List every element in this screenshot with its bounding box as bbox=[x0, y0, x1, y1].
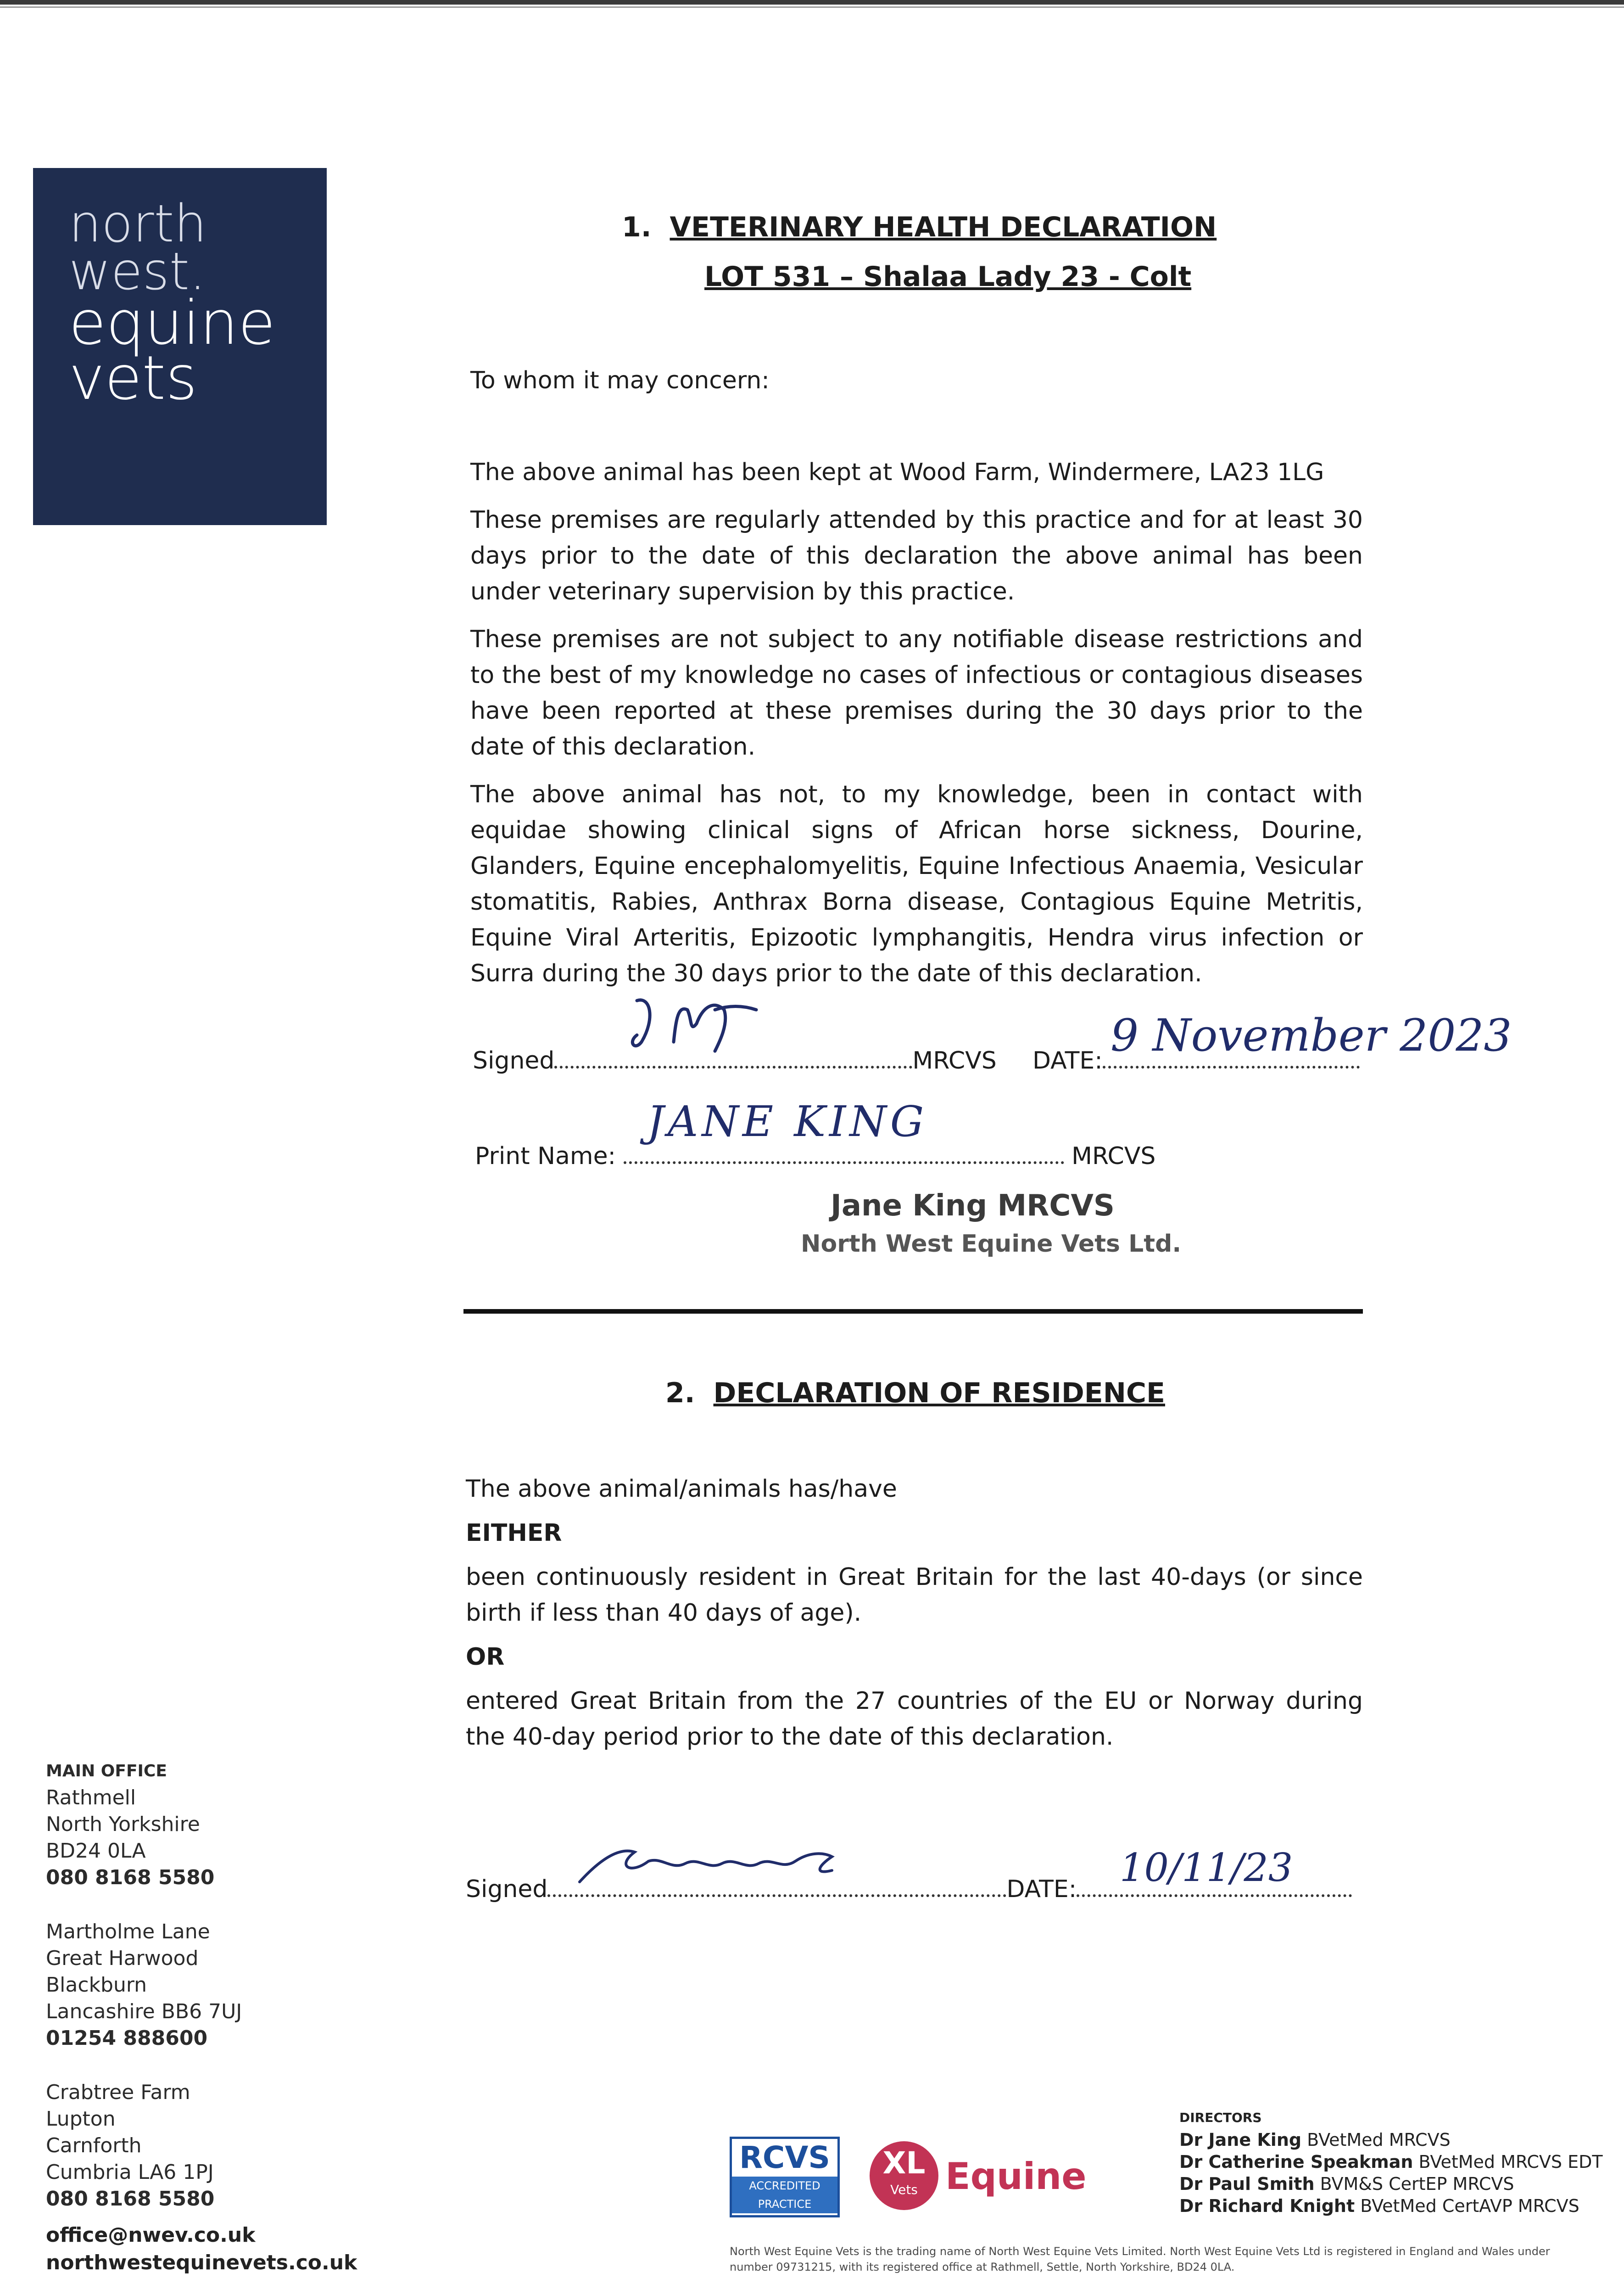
director-quals: BVetMed MRCVS bbox=[1307, 2130, 1451, 2150]
director-row bbox=[1179, 2151, 1603, 2173]
residence-option-2: entered Great Britain from the 27 countries of the EU or Norway during the 40-day period prior to the date of this declaration. bbox=[466, 1687, 1363, 1751]
second-office-line: Martholme Lane bbox=[46, 1920, 210, 1943]
directors-list bbox=[1179, 2107, 1603, 2217]
either-label: EITHER bbox=[466, 1519, 562, 1547]
residence-date-label: DATE: bbox=[1006, 1875, 1077, 1903]
main-office-phone: 080 8168 5580 bbox=[46, 1866, 215, 1889]
residence-date-handwritten: 10/11/23 bbox=[1120, 1845, 1293, 1890]
rcvs-badge-sub1: ACCREDITED bbox=[732, 2177, 837, 2195]
director-row bbox=[1179, 2173, 1603, 2195]
stamp-organisation: North West Equine Vets Ltd. bbox=[801, 1230, 1182, 1258]
vet-signature-line bbox=[473, 1042, 997, 1075]
contact-website: northwestequinevets.co.uk bbox=[46, 2251, 357, 2274]
signature-field bbox=[554, 1042, 912, 1069]
vet-date-handwritten: 9 November 2023 bbox=[1111, 1010, 1512, 1061]
logo-line-2: west. bbox=[69, 242, 206, 302]
signed-label: Signed bbox=[473, 1047, 555, 1075]
registration-footnote: North West Equine Vets is the trading name of North West Equine Vets Limited. North West Equine Vets Ltd is registered in England and Wales under number 09731215, with its registered office at Rathmell, Settle, North Yorkshire, BD24 0LA. bbox=[730, 2245, 1550, 2273]
rcvs-badge-title: RCVS bbox=[739, 2140, 830, 2175]
or-label: OR bbox=[466, 1643, 505, 1671]
second-office-line: Blackburn bbox=[46, 1973, 147, 1997]
director-name: Dr Catherine Speakman bbox=[1179, 2152, 1413, 2172]
rcvs-accredited-badge bbox=[730, 2137, 840, 2217]
main-office-line: Rathmell bbox=[46, 1786, 136, 1809]
third-office-line: Cumbria LA6 1PJ bbox=[46, 2161, 214, 2184]
third-office-line: Crabtree Farm bbox=[46, 2081, 190, 2104]
salutation: To whom it may concern: bbox=[470, 367, 770, 394]
top-border bbox=[0, 0, 1624, 5]
section2-title: DECLARATION OF RESIDENCE bbox=[713, 1377, 1166, 1409]
xl-badge-title: XL bbox=[882, 2145, 926, 2181]
main-office-heading: MAIN OFFICE bbox=[46, 1762, 167, 1780]
rcvs-badge-sub2: PRACTICE bbox=[732, 2195, 837, 2213]
residence-signature-field bbox=[547, 1870, 1006, 1897]
director-row bbox=[1179, 2195, 1603, 2217]
paragraph-restrictions: These premises are not subject to any notifiable disease restrictions and to the best of my knowledge no cases of infectious or contagious diseases have been reported at these premises during the 30 days prior to the date of this declaration. bbox=[470, 626, 1363, 761]
second-office-line: Great Harwood bbox=[46, 1947, 199, 1970]
director-name: Dr Jane King bbox=[1179, 2130, 1302, 2150]
print-name-suffix: MRCVS bbox=[1072, 1142, 1156, 1170]
section1-number: 1. bbox=[622, 211, 652, 243]
residence-signed-label: Signed bbox=[466, 1875, 548, 1903]
main-office-line: BD24 0LA bbox=[46, 1839, 146, 1863]
section2-number: 2. bbox=[665, 1377, 695, 1409]
residence-option-1: been continuously resident in Great Britain for the last 40-days (or since birth if less than 40 days of age). bbox=[466, 1563, 1363, 1627]
xl-equine-label: Equine bbox=[945, 2155, 1087, 2198]
section1-title: VETERINARY HEALTH DECLARATION bbox=[670, 211, 1217, 243]
third-office-line: Lupton bbox=[46, 2107, 116, 2131]
paragraph-location: The above animal has been kept at Wood Farm, Windermere, LA23 1LG bbox=[470, 459, 1324, 486]
xl-badge-sub: Vets bbox=[890, 2182, 918, 2197]
logo-line-4: vets bbox=[69, 343, 197, 414]
contact-email: office@nwev.co.uk bbox=[46, 2223, 256, 2247]
vet-signature bbox=[623, 991, 816, 1056]
third-office-line: Carnforth bbox=[46, 2134, 142, 2157]
directors-heading: DIRECTORS bbox=[1179, 2110, 1262, 2125]
third-office-block bbox=[46, 2079, 357, 2212]
logo-line-3: equine bbox=[69, 288, 276, 358]
section1-body bbox=[470, 454, 1363, 1003]
main-office-block bbox=[46, 1785, 357, 1891]
director-quals: BVetMed MRCVS EDT bbox=[1418, 2152, 1603, 2172]
logo-line-1: north bbox=[69, 194, 207, 254]
second-office-line: Lancashire BB6 7UJ bbox=[46, 2000, 242, 2023]
date-label: DATE: bbox=[1032, 1047, 1103, 1075]
third-office-phone: 080 8168 5580 bbox=[46, 2187, 215, 2211]
practice-logo bbox=[33, 168, 327, 525]
office-addresses bbox=[46, 1758, 357, 2277]
print-name-label: Print Name: bbox=[475, 1142, 616, 1170]
director-quals: BVM&S CertEP MRCVS bbox=[1320, 2174, 1514, 2194]
top-border-secondary bbox=[0, 6, 1624, 8]
signed-suffix: MRCVS bbox=[912, 1047, 997, 1075]
director-name: Dr Richard Knight bbox=[1179, 2196, 1355, 2216]
main-office-line: North Yorkshire bbox=[46, 1813, 200, 1836]
residence-intro: The above animal/animals has/have bbox=[466, 1475, 897, 1503]
section1-subtitle: LOT 531 – Shalaa Lady 23 - Colt bbox=[704, 261, 1192, 293]
second-office-block bbox=[46, 1919, 357, 2052]
director-row bbox=[1179, 2129, 1603, 2151]
stamp-name: Jane King MRCVS bbox=[831, 1189, 1115, 1223]
director-name: Dr Paul Smith bbox=[1179, 2174, 1315, 2194]
director-quals: BVetMed CertAVP MRCVS bbox=[1360, 2196, 1579, 2216]
paragraph-contact: The above animal has not, to my knowledge, been in contact with equidae showing clinical signs of African horse sickness, Dourine, Glanders, Equine encephalomyelitis, Equine Infectious Anaemia, Vesicular stomatitis, Rabies, Anthrax Borna disease, Contagious Equine Metritis, Equine Viral Arteritis, Epizootic lymphangitis, Hendra virus infection or Surra during the 30 days prior to the date of this declaration. bbox=[470, 781, 1363, 987]
paragraph-supervision: These premises are regularly attended by this practice and for at least 30 days prior to the date of this declaration the above animal has been under veterinary supervision by this practice. bbox=[470, 506, 1363, 605]
xl-vets-badge bbox=[870, 2141, 938, 2210]
residence-signature bbox=[575, 1838, 859, 1889]
second-office-phone: 01254 888600 bbox=[46, 2026, 208, 2050]
section2-body bbox=[466, 1471, 1363, 1767]
print-name-handwritten: JANE KING bbox=[647, 1097, 928, 1146]
section-divider bbox=[463, 1309, 1363, 1314]
section2-heading bbox=[665, 1377, 1165, 1409]
section1-heading bbox=[622, 211, 1217, 243]
